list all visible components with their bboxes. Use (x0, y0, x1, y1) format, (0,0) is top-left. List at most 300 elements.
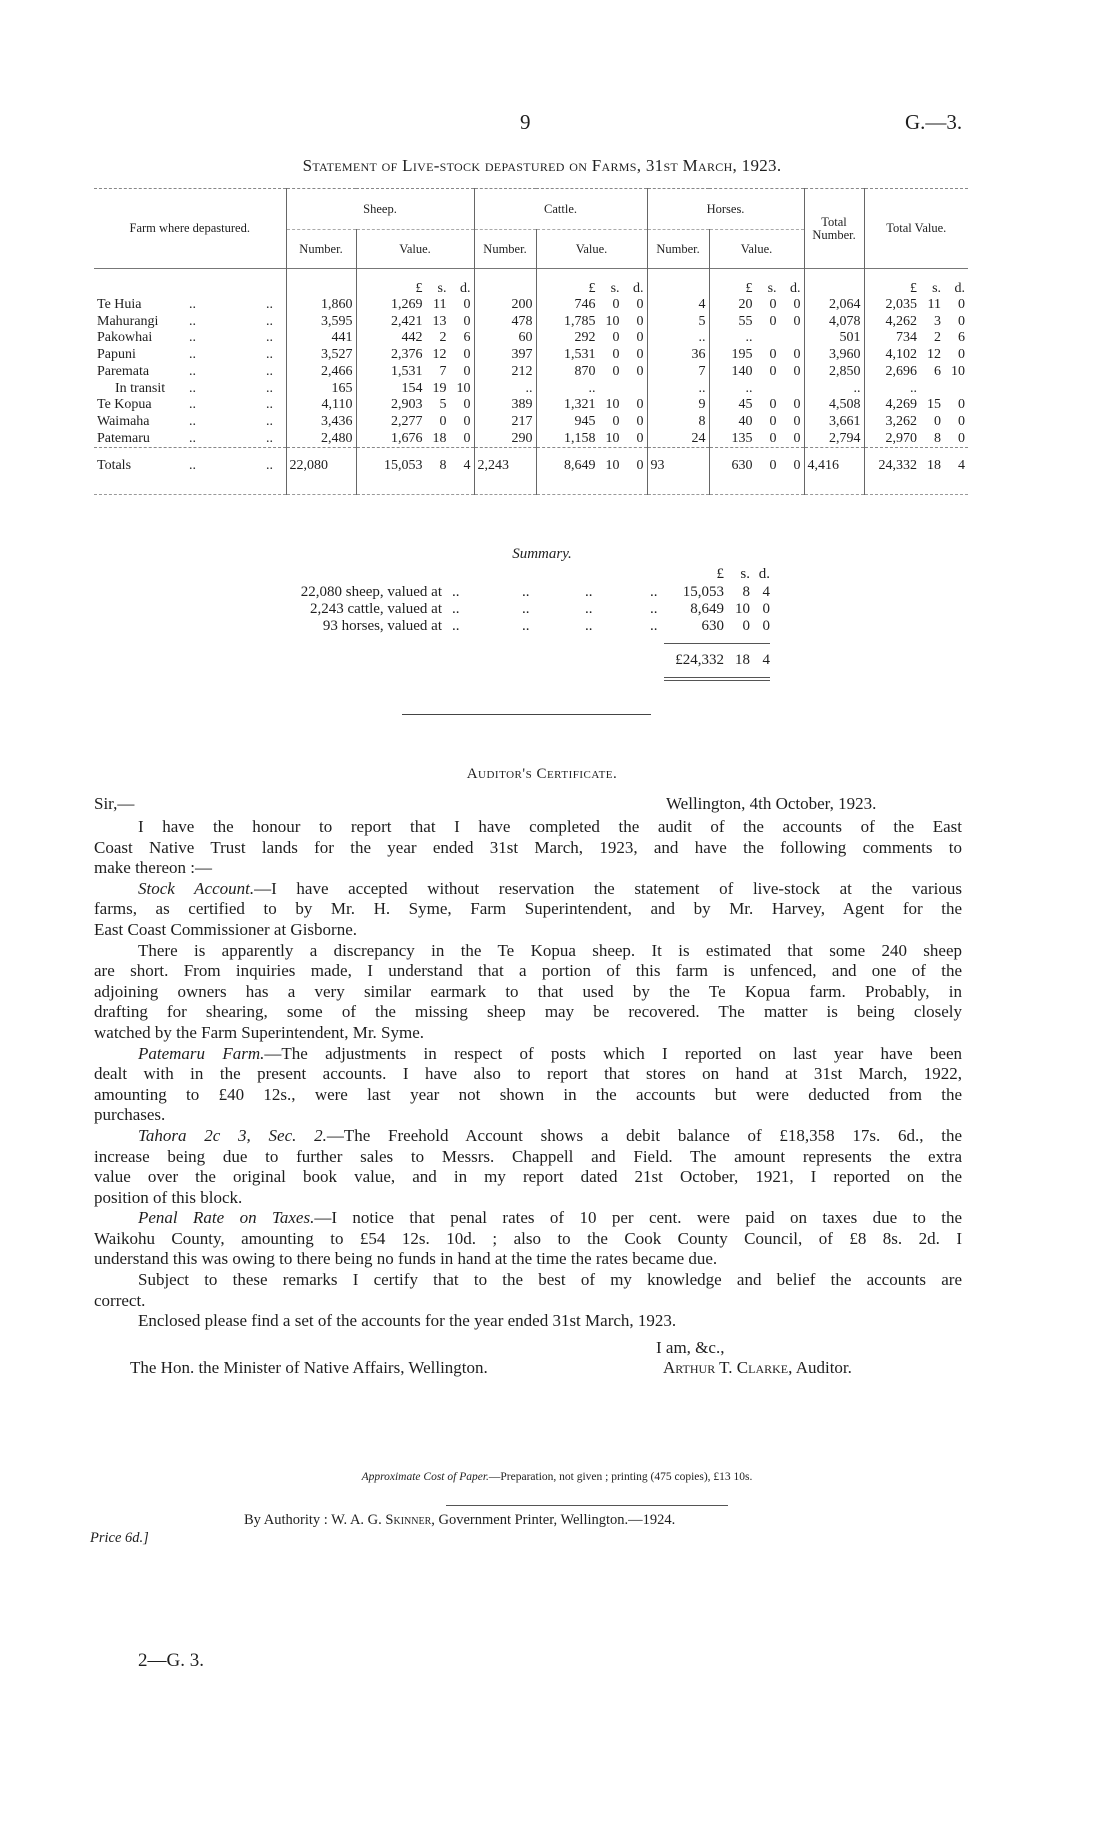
shillings: 18 (735, 652, 750, 668)
sheep-value (356, 364, 474, 381)
horses-value (709, 330, 804, 347)
summary-title: Summary. (512, 546, 572, 562)
summary-label: 2,243 cattle, valued at (309, 601, 442, 617)
pounds: 4,269 (885, 397, 918, 413)
units-row (94, 269, 968, 298)
pence: 0 (958, 430, 966, 446)
total-number: 2,850 (804, 364, 864, 381)
text-line (94, 1291, 962, 1312)
pence: 0 (958, 297, 966, 312)
shillings: 0 (769, 458, 777, 474)
header-sheep-number: Number. (286, 230, 356, 269)
shillings: 10 (605, 313, 620, 329)
pence: 0 (762, 618, 770, 634)
shillings: 0 (769, 413, 777, 429)
leader-dots: .. (650, 584, 658, 600)
line-text: watched by the Farm Superintendent, Mr. Syme. (94, 1022, 425, 1042)
pounds: 24,332 (878, 458, 918, 474)
text-line (94, 838, 962, 859)
sheep-number: 1,860 (286, 297, 356, 314)
blank (647, 269, 709, 298)
total-number: .. (804, 381, 864, 398)
authority-suffix: , Government Printer, Wellington.—1924. (431, 1512, 676, 1528)
table-row (94, 397, 968, 414)
pence: 10 (456, 380, 471, 396)
pence: 4 (958, 458, 966, 474)
shillings: s. (437, 281, 447, 296)
leader-dots: .. (452, 601, 460, 617)
blank (94, 484, 286, 495)
pounds: 135 (731, 430, 753, 446)
leader-dots: .. (266, 413, 273, 429)
leader-dots: .. (522, 601, 530, 617)
cattle-number: 397 (474, 347, 536, 364)
cattle-value (536, 347, 647, 364)
total-value (864, 448, 968, 485)
pence: 4 (463, 458, 471, 474)
pounds: 292 (574, 330, 596, 346)
sheep-number: 22,080 (286, 448, 356, 485)
pence: 0 (793, 397, 801, 413)
text-line (94, 1147, 962, 1168)
horses-number: 8 (647, 414, 709, 431)
pence: 0 (463, 430, 471, 446)
horses-number: 24 (647, 431, 709, 448)
cattle-number: 389 (474, 397, 536, 414)
line-text: I have the honour to report that I have completed the audit of the accounts of the East (138, 817, 962, 836)
summary-row (200, 584, 772, 601)
text-line (94, 982, 962, 1003)
text-line (94, 1229, 962, 1250)
sheep-number: 3,595 (286, 314, 356, 331)
pounds: 945 (574, 413, 596, 429)
pounds: £ (415, 281, 423, 296)
pounds: 1,531 (391, 363, 423, 379)
leader-dots: .. (189, 413, 196, 429)
pence: 0 (636, 297, 644, 312)
blank (647, 484, 709, 495)
table-row (94, 330, 968, 347)
horses-value (709, 397, 804, 414)
pounds: 442 (401, 330, 423, 346)
pounds: 1,676 (391, 430, 423, 446)
leader-dots: .. (266, 458, 273, 474)
total-value (864, 364, 968, 381)
leader-dots: .. (189, 380, 196, 396)
horses-value (709, 347, 804, 364)
pounds: 746 (574, 297, 596, 312)
leader-dots: .. (522, 584, 530, 600)
shillings: 13 (432, 313, 447, 329)
total-number: 4,508 (804, 397, 864, 414)
farm-cell (94, 297, 286, 314)
farm-name: Patemaru (97, 430, 150, 446)
pounds: 1,785 (564, 313, 596, 329)
leader-dots: .. (266, 397, 273, 413)
paragraph (94, 1126, 962, 1208)
line-text: Coast Native Trust lands for the year ended 31st March, 1923, and have the following comments to (94, 837, 962, 857)
table-row (94, 297, 968, 314)
salutation: Sir,— (94, 794, 135, 813)
shillings: 12 (432, 347, 447, 363)
leader-dots: .. (189, 363, 196, 379)
sheep-value (356, 330, 474, 347)
line-text: —I have accepted without reservation the statement of live-stock at the various (254, 878, 962, 898)
pounds: .. (588, 380, 596, 396)
pence: 0 (958, 313, 966, 329)
cattle-value (536, 381, 647, 398)
farm-cell (94, 431, 286, 448)
cattle-value (536, 297, 647, 314)
pounds: 15,053 (682, 584, 724, 600)
line-text: understand this was owing to there being no funds in hand at the time the rates became due. (94, 1249, 718, 1269)
horses-number: 36 (647, 347, 709, 364)
pounds: 4,102 (885, 347, 918, 363)
line-text: There is apparently a discrepancy in the Te Kopua sheep. It is estimated that some 240 sheep (138, 940, 962, 960)
table-row (94, 314, 968, 331)
paragraph (94, 879, 962, 941)
horses-number: 9 (647, 397, 709, 414)
cattle-value (536, 448, 647, 485)
shillings: 11 (927, 297, 942, 312)
leader-dots: .. (189, 458, 196, 474)
header-horses: Horses. (647, 189, 804, 230)
closing: I am, &c., (656, 1338, 725, 1357)
header-sheep: Sheep. (286, 189, 474, 230)
shillings: 0 (742, 618, 750, 634)
shillings: 0 (612, 330, 620, 346)
pence: 0 (636, 347, 644, 363)
pence: 0 (636, 413, 644, 429)
certificate-title: Auditor's Certificate. (466, 766, 618, 782)
leader-dots: .. (650, 601, 658, 617)
total-value (864, 397, 968, 414)
pence: 0 (793, 458, 801, 474)
cost-note (0, 1471, 1114, 1483)
shillings: s. (610, 281, 620, 296)
units (536, 269, 647, 298)
horses-value (709, 314, 804, 331)
leader-dots: .. (585, 601, 593, 617)
pence: 0 (636, 397, 644, 413)
farm-name: Te Kopua (97, 397, 152, 413)
pounds: 140 (731, 363, 753, 379)
shillings: 7 (439, 363, 447, 379)
pounds: 2,696 (885, 363, 918, 379)
authority-rule (446, 1505, 728, 1506)
horses-value (709, 364, 804, 381)
pence: 0 (463, 313, 471, 329)
pence: 0 (793, 347, 801, 363)
pence: 0 (793, 363, 801, 379)
blank (286, 269, 356, 298)
pounds: 1,321 (564, 397, 596, 413)
leader-dots: .. (189, 330, 196, 346)
pounds: 8,649 (564, 458, 596, 474)
authority-line (244, 1512, 675, 1529)
pounds: 45 (738, 397, 753, 413)
pence: 6 (463, 330, 471, 346)
shillings: 8 (439, 458, 447, 474)
paragraph (94, 1270, 962, 1311)
pence: 0 (636, 363, 644, 379)
horses-value (709, 381, 804, 398)
cattle-number: 217 (474, 414, 536, 431)
pounds: 630 (731, 458, 753, 474)
pounds: 154 (401, 380, 423, 396)
place-date: Wellington, 4th October, 1923. (666, 794, 877, 813)
leader-dots: .. (266, 380, 273, 396)
document-reference: G.—3. (905, 110, 963, 134)
sheep-value (356, 297, 474, 314)
horses-value (709, 431, 804, 448)
farm-name: Mahurangi (97, 313, 159, 329)
line-text: —I notice that penal rates of 10 per cent. were paid on taxes due to the (314, 1208, 962, 1228)
horses-number: .. (647, 381, 709, 398)
leader-dots: .. (266, 330, 273, 346)
horses-value (709, 297, 804, 314)
table-title: Statement of Live-stock depastured on Farms, 31st March, 1923. (302, 156, 782, 175)
shillings: 0 (612, 297, 620, 312)
pounds: £ (910, 281, 918, 296)
sheep-value (356, 397, 474, 414)
sheep-value (356, 314, 474, 331)
pounds: £ (745, 281, 753, 296)
cattle-value (536, 364, 647, 381)
line-text: adjoining owners has a very similar earmark to that used by the Te Kopua farm. Probably, in (94, 981, 962, 1001)
sheep-number: 3,436 (286, 414, 356, 431)
text-line (94, 1249, 962, 1270)
total-value (864, 297, 968, 314)
horses-number: 4 (647, 297, 709, 314)
horses-number: 7 (647, 364, 709, 381)
sheep-number: 2,480 (286, 431, 356, 448)
farm-cell (94, 314, 286, 331)
total-number: 501 (804, 330, 864, 347)
shillings: 0 (769, 397, 777, 413)
pounds: 2,035 (885, 297, 918, 312)
farm-cell (94, 381, 286, 398)
text-line (94, 1188, 962, 1209)
cattle-number: 60 (474, 330, 536, 347)
pounds: 2,277 (391, 413, 423, 429)
leader-dots: .. (266, 430, 273, 446)
pence: 4 (762, 652, 770, 668)
header-cattle-value: Value. (536, 230, 647, 269)
leader-dots: .. (266, 363, 273, 379)
units (709, 269, 804, 298)
pence: 0 (463, 297, 471, 312)
blank (804, 484, 864, 495)
cattle-number: 2,243 (474, 448, 536, 485)
pounds: 3,262 (885, 413, 918, 429)
shillings: 0 (769, 363, 777, 379)
pounds: 20 (738, 297, 753, 312)
pounds: .. (910, 380, 918, 396)
table-row (94, 364, 968, 381)
sheep-value (356, 414, 474, 431)
certificate-body (94, 817, 962, 1332)
cost-text: —Preparation, not given ; printing (475 copies), £13 10s. (488, 1471, 753, 1483)
sheet-mark: 2—G. 3. (138, 1650, 204, 1671)
pence: 0 (463, 347, 471, 363)
text-line (94, 1044, 962, 1065)
table-row (94, 414, 968, 431)
sheep-number: 2,466 (286, 364, 356, 381)
line-text: farms, as certified to by Mr. H. Syme, Farm Superintendent, and by Mr. Harvey, Agent for the (94, 899, 962, 919)
authority-prefix: By Authority : W. A. G. (244, 1512, 386, 1528)
farm-name: Waimaha (97, 413, 150, 429)
cattle-number: 290 (474, 431, 536, 448)
line-text: are short. From inquiries made, I understand that a portion of this farm is unfenced, and one of the (94, 961, 962, 981)
pence: 0 (636, 430, 644, 446)
pence: d. (790, 281, 801, 296)
leader-dots: .. (189, 430, 196, 446)
blank (864, 484, 968, 495)
line-text: dealt with in the present accounts. I have also to report that stores on hand at 31st March, 1922, (94, 1064, 962, 1084)
line-text: increase being due to further sales to Messrs. Chappell and Field. The amount represents the extra (94, 1146, 962, 1166)
blank (356, 484, 474, 495)
price: Price 6d.] (90, 1530, 149, 1546)
leader-dots: .. (585, 618, 593, 634)
pence: 10 (951, 363, 966, 379)
paragraph-heading: Patemaru Farm. (138, 1043, 265, 1063)
horses-number: 93 (647, 448, 709, 485)
paragraph (94, 817, 962, 879)
shillings: 0 (934, 413, 942, 429)
text-line (94, 1002, 962, 1023)
summary-total (200, 652, 772, 669)
leader-dots: .. (266, 297, 273, 312)
header-cattle: Cattle. (474, 189, 647, 230)
total-number: 3,661 (804, 414, 864, 431)
pence: 0 (463, 413, 471, 429)
pence: 0 (463, 397, 471, 413)
total-number: 4,078 (804, 314, 864, 331)
leader-dots: .. (452, 618, 460, 634)
summary-row (200, 601, 772, 618)
line-text: —The Freehold Account shows a debit balance of £18,358 17s. 6d., the (326, 1125, 962, 1145)
sheep-value (356, 431, 474, 448)
header-farm: Farm where depastured. (129, 221, 250, 235)
shillings: 10 (605, 458, 620, 474)
pence: 0 (636, 313, 644, 329)
table-row (94, 431, 968, 448)
pence: 0 (958, 413, 966, 429)
horses-value (709, 448, 804, 485)
sheep-number: 4,110 (286, 397, 356, 414)
blank (804, 269, 864, 298)
totals-row (94, 448, 968, 485)
farm-cell (94, 448, 286, 485)
leader-dots: .. (266, 347, 273, 363)
total-value (864, 431, 968, 448)
line-text: —The adjustments in respect of posts which I reported on last year have been (264, 1043, 962, 1063)
text-line (94, 961, 962, 982)
table-row (94, 347, 968, 364)
shillings: 15 (927, 397, 942, 413)
text-line (94, 1064, 962, 1085)
pounds: 1,531 (564, 347, 596, 363)
shillings: 5 (439, 397, 447, 413)
pounds: 2,376 (391, 347, 423, 363)
blank (709, 484, 804, 495)
blank (286, 484, 356, 495)
pence: 0 (793, 313, 801, 329)
pounds: .. (745, 330, 753, 346)
cost-label: Approximate Cost of Paper. (361, 1471, 489, 1483)
pounds: 870 (574, 363, 596, 379)
shillings: s. (767, 281, 777, 296)
pence: d. (758, 566, 770, 582)
printer-name: Skinner (385, 1512, 432, 1528)
farm-cell (94, 347, 286, 364)
pence: 0 (958, 347, 966, 363)
section-divider (402, 714, 651, 715)
shillings: 11 (433, 297, 447, 312)
sheep-value (356, 381, 474, 398)
cattle-number: 212 (474, 364, 536, 381)
farm-cell (94, 397, 286, 414)
summary-rule (664, 643, 770, 644)
leader-dots: .. (189, 297, 196, 312)
total-value (864, 347, 968, 364)
shillings: 10 (605, 397, 620, 413)
header-horses-number: Number. (647, 230, 709, 269)
summary-double-rule (664, 677, 770, 681)
shillings: s. (740, 566, 750, 582)
header-total-number: Total Number. (804, 189, 864, 269)
signer-name: Arthur T. Clarke (663, 1358, 789, 1377)
pounds: 734 (896, 330, 918, 346)
text-line (94, 920, 962, 941)
leader-dots: .. (522, 618, 530, 634)
farm-cell (94, 414, 286, 431)
units (864, 269, 968, 298)
pounds: 630 (701, 618, 724, 634)
shillings: 0 (612, 363, 620, 379)
shillings: 10 (605, 430, 620, 446)
sheep-number: 165 (286, 381, 356, 398)
farm-name: Te Huia (97, 297, 142, 312)
total-number: 2,064 (804, 297, 864, 314)
blank (474, 269, 536, 298)
shillings: 3 (934, 313, 942, 329)
farm-name: In transit (115, 380, 166, 396)
cattle-number: 200 (474, 297, 536, 314)
cattle-value (536, 431, 647, 448)
pounds: 195 (731, 347, 753, 363)
blank (94, 269, 286, 298)
paragraph-heading: Penal Rate on Taxes. (138, 1208, 315, 1228)
shillings: 19 (432, 380, 447, 396)
text-line (94, 817, 962, 838)
pounds: 40 (738, 413, 753, 429)
farm-name: Paremata (97, 363, 150, 379)
pence: 4 (762, 584, 770, 600)
pounds: £24,332 (675, 652, 724, 668)
horses-value (709, 414, 804, 431)
text-line (94, 1167, 962, 1188)
cattle-value (536, 397, 647, 414)
sheep-number: 441 (286, 330, 356, 347)
shillings: 0 (439, 413, 447, 429)
shillings: 0 (769, 313, 777, 329)
farm-cell (94, 364, 286, 381)
farm-name: Papuni (97, 347, 136, 363)
pounds: 2,421 (391, 313, 423, 329)
line-text: amounting to £40 12s., were last year not shown in the accounts but were deducted from the (94, 1084, 962, 1104)
